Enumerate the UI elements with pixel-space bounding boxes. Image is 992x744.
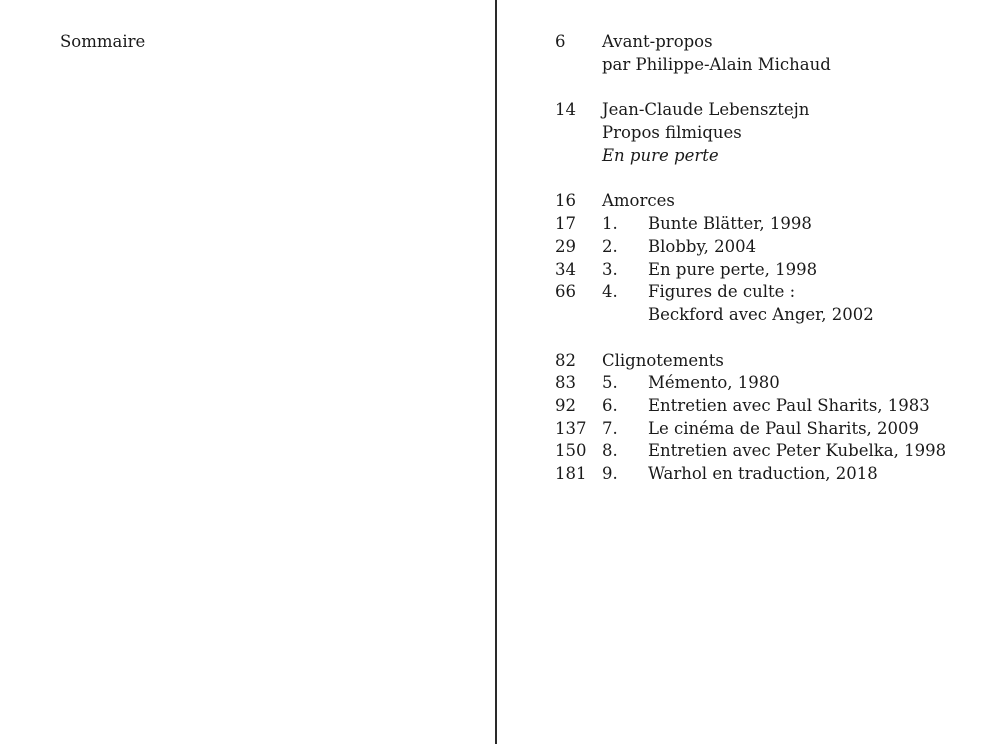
toc-chapter-number: 5. [602,373,618,393]
toc-page-number: 83 [555,373,576,393]
toc-chapter-title: Entretien avec Peter Kubelka, 1998 [648,441,947,461]
toc-author: Jean-Claude Lebensztejn [602,100,810,120]
toc-author: par Philippe-Alain Michaud [602,54,831,74]
toc-chapter-entry[interactable] [555,418,975,441]
toc-chapter-title: Warhol en traduction, 2018 [648,464,878,483]
toc-chapter-number: 7. [602,418,618,438]
toc-page-number: 92 [555,395,576,415]
page-gutter-divider [495,0,497,744]
toc-subtitle: En pure perte [602,145,719,165]
page-title: Sommaire [60,32,146,51]
toc-page-number: 14 [555,100,576,120]
table-of-contents [555,31,975,486]
toc-page-number: 34 [555,259,576,279]
toc-title: Propos filmiques [602,123,742,143]
toc-section-title: Amorces [602,191,675,211]
toc-chapter-number: 2. [602,236,618,256]
toc-entry-avant-propos[interactable] [555,31,975,54]
toc-chapter-title: Blobby, 2004 [648,236,757,256]
toc-section-title: Clignotements [602,350,724,370]
toc-chapter-number: 6. [602,395,618,415]
toc-page-number: 150 [555,441,587,461]
toc-page-number: 82 [555,350,576,370]
toc-chapter-entry[interactable] [555,259,975,282]
toc-entry-author-intro[interactable] [555,99,975,122]
toc-chapter-number: 1. [602,214,618,234]
toc-page-number: 6 [555,32,566,51]
toc-entry-continuation [555,122,975,145]
toc-chapter-title: En pure perte, 1998 [648,259,818,279]
toc-page-number: 17 [555,214,576,234]
toc-page-number: 16 [555,191,576,211]
toc-chapter-entry[interactable] [555,372,975,395]
toc-chapter-title-continuation: Beckford avec Anger, 2002 [648,304,874,324]
toc-chapter-entry[interactable] [555,395,975,418]
toc-page-number: 66 [555,282,576,302]
toc-page-number: 29 [555,236,576,256]
toc-chapter-title: Figures de culte : [648,282,796,302]
toc-chapter-entry[interactable] [555,440,975,463]
toc-chapter-entry[interactable] [555,213,975,236]
toc-chapter-number: 4. [602,282,618,302]
toc-entry-continuation [555,304,975,327]
toc-entry-continuation [555,145,975,168]
toc-chapter-title: Bunte Blätter, 1998 [648,214,812,234]
toc-page-number: 137 [555,418,587,438]
toc-section-amorces[interactable] [555,190,975,213]
toc-chapter-number: 3. [602,259,618,279]
toc-chapter-entry[interactable] [555,236,975,259]
toc-entry-continuation [555,54,975,77]
toc-section-clignotements[interactable] [555,350,975,373]
toc-chapter-title: Mémento, 1980 [648,373,780,393]
toc-title: Avant-propos [602,32,713,51]
toc-chapter-entry[interactable] [555,281,975,304]
toc-chapter-number: 8. [602,441,618,461]
toc-chapter-title: Le cinéma de Paul Sharits, 2009 [648,418,920,438]
toc-chapter-title: Entretien avec Paul Sharits, 1983 [648,395,930,415]
toc-chapter-entry[interactable] [555,463,975,486]
toc-chapter-number: 9. [602,464,618,483]
toc-page-number: 181 [555,464,587,483]
